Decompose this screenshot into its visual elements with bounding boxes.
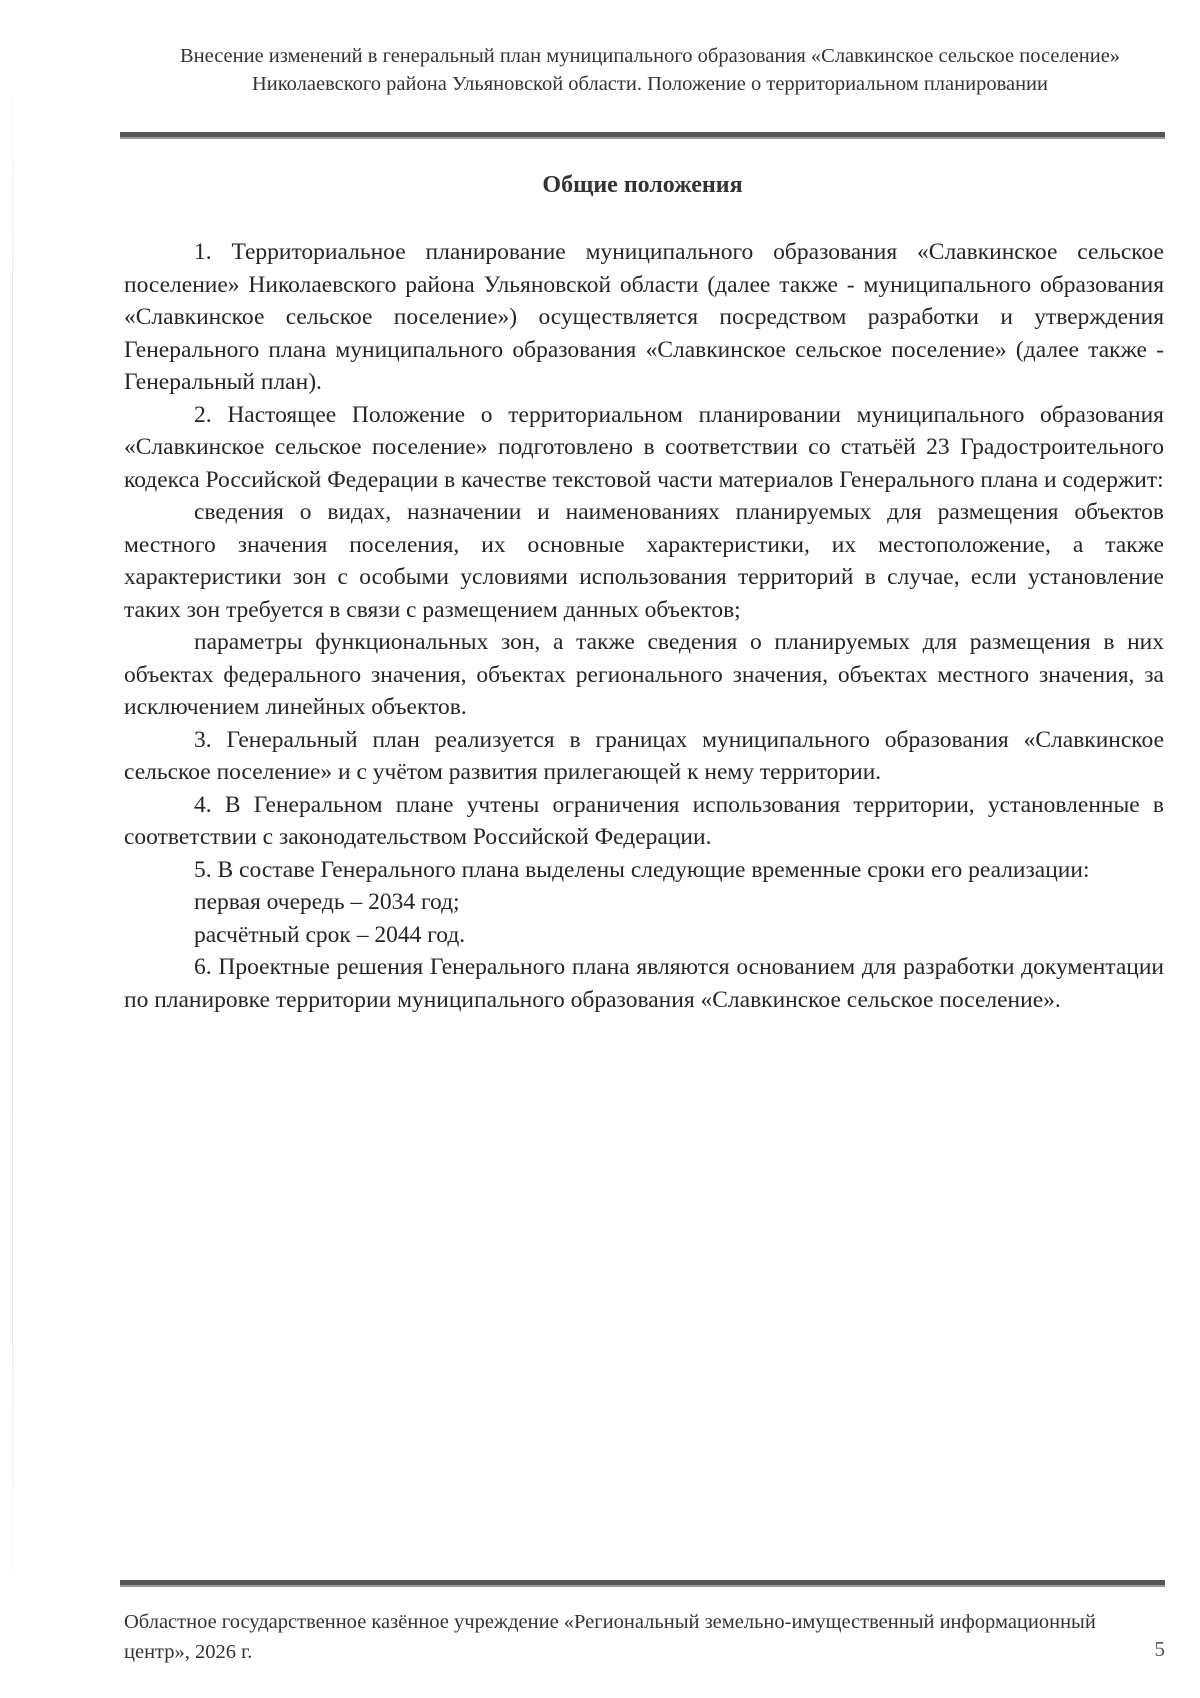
paragraph-5-item-1: первая очередь – 2034 год;: [194, 889, 460, 915]
running-header: Внесение изменений в генеральный план муниципального образования «Славкинское сельское поселение» Николаевского района Ульяновской области. Положение о территориальном планировании: [179, 45, 1121, 95]
paragraph-5: 5. В составе Генерального плана выделены следующие временные сроки его реализации:: [194, 856, 1090, 883]
paragraph-5-item-2: расчётный срок – 2044 год.: [194, 921, 466, 948]
header-rule: [120, 132, 1165, 139]
paragraph-6: 6. Проектные решения Генерального плана являются основанием для разработки документации по планировке территории муниципального образования «Славкинское сельское поселение».: [124, 954, 1164, 1013]
paragraph-4: 4. В Генеральном плане учтены ограничения использования территории, установленные в соответствии с законодательством Российской Федерации.: [124, 791, 1164, 850]
scan-edge: [12, 60, 13, 1620]
paragraph-2: 2. Настоящее Положение о территориальном планировании муниципального образования «Славкинское сельское поселение» подготовлено в соответствии со статьёй 23 Градостроительного кодекса Российской Федерации в качестве текстовой части материалов Генерального плана и содержит:: [124, 401, 1164, 493]
paragraph-2-item-2: параметры функциональных зон, а также сведения о планируемых для размещения в них объектах федерального значения, объектах регионального значения, объектах местного значения, за исключением линейных объектов.: [124, 629, 1164, 720]
section-title: Общие положения: [542, 172, 743, 198]
paragraph-2-item-1: сведения о видах, назначении и наименованиях планируемых для размещения объектов местного значения поселения, их основные характеристики, их местоположение, а также характеристики зон с особыми условиями использования территорий в случае, если установление таких зон требуется в связи с размещением данных объектов;: [124, 499, 1164, 623]
paragraph-3: 3. Генеральный план реализуется в границах муниципального образования «Славкинское сельское поселение» и с учётом развития прилегающей к нему территории.: [124, 726, 1164, 785]
page-number: 5: [1154, 1637, 1165, 1661]
footer-rule: [120, 1580, 1165, 1587]
document-body: [124, 236, 1164, 1016]
running-footer: Областное государственное казённое учреждение «Региональный земельно-имущественный информационный центр», 2026 г.: [124, 1611, 1096, 1663]
paragraph-1: 1. Территориальное планирование муниципального образования «Славкинское сельское поселение» Николаевского района Ульяновской области (далее также - муниципального образования «Славкинское сельское поселение») осуществляется посредством разработки и утверждения Генерального плана муниципального образования «Славкинское сельское поселение» (далее также - Генеральный план).: [124, 239, 1164, 395]
